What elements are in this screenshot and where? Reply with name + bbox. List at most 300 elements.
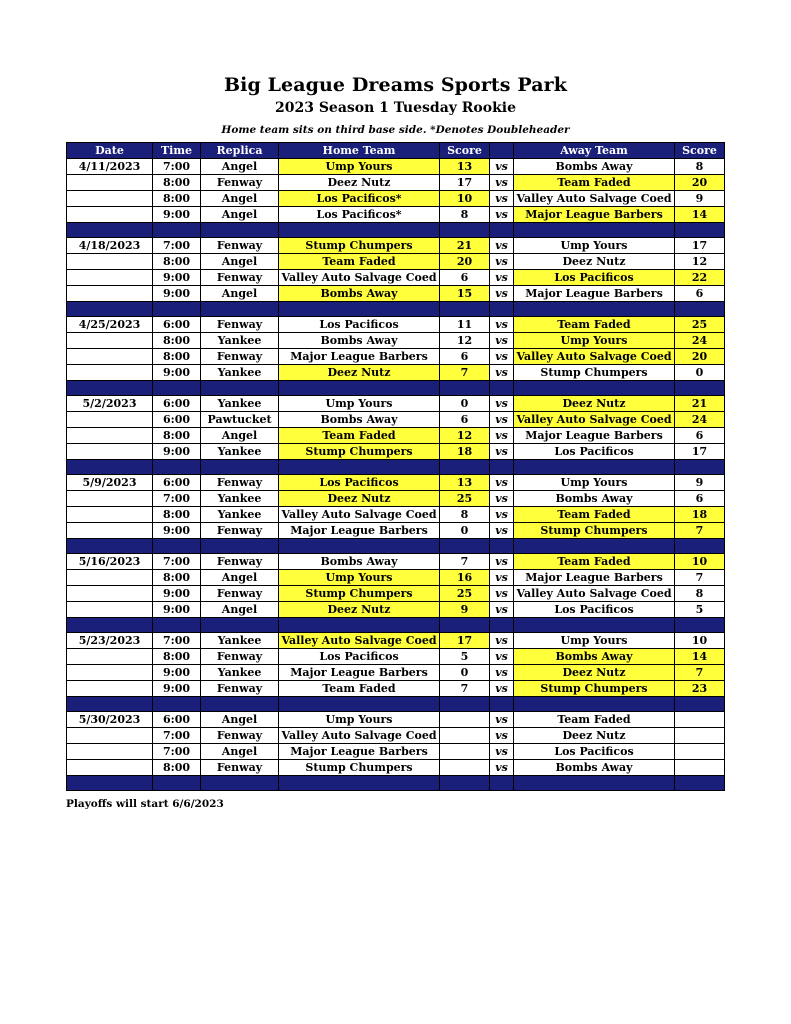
- replica-cell: Fenway: [201, 728, 279, 744]
- vs-label: vs: [490, 238, 514, 254]
- away-score-cell: 17: [675, 238, 725, 254]
- away-score-cell: 0: [675, 365, 725, 381]
- away-score-cell: 25: [675, 317, 725, 333]
- date-cell: [67, 191, 153, 207]
- home-team-cell: Bombs Away: [279, 554, 440, 570]
- date-cell: 5/2/2023: [67, 396, 153, 412]
- week-separator: [67, 460, 725, 475]
- vs-label: vs: [490, 191, 514, 207]
- time-cell: 6:00: [153, 396, 201, 412]
- game-row: [67, 333, 725, 349]
- away-score-cell: [675, 744, 725, 760]
- game-row: [67, 602, 725, 618]
- game-row: [67, 238, 725, 254]
- home-score-cell: 17: [440, 633, 490, 649]
- home-score-cell: 0: [440, 523, 490, 539]
- away-team-cell: Major League Barbers: [514, 207, 675, 223]
- time-cell: 9:00: [153, 207, 201, 223]
- date-cell: [67, 286, 153, 302]
- home-score-cell: 0: [440, 665, 490, 681]
- replica-cell: Fenway: [201, 175, 279, 191]
- vs-label: vs: [490, 270, 514, 286]
- game-row: [67, 159, 725, 175]
- away-score-cell: 7: [675, 523, 725, 539]
- replica-cell: Angel: [201, 602, 279, 618]
- vs-label: vs: [490, 333, 514, 349]
- time-cell: 9:00: [153, 602, 201, 618]
- game-row: [67, 254, 725, 270]
- away-score-cell: 21: [675, 396, 725, 412]
- home-team-cell: Valley Auto Salvage Coed: [279, 270, 440, 286]
- away-team-cell: Ump Yours: [514, 333, 675, 349]
- away-team-cell: Ump Yours: [514, 238, 675, 254]
- home-score-cell: 20: [440, 254, 490, 270]
- vs-label: vs: [490, 175, 514, 191]
- time-cell: 9:00: [153, 586, 201, 602]
- replica-cell: Yankee: [201, 665, 279, 681]
- time-cell: 6:00: [153, 475, 201, 491]
- time-cell: 9:00: [153, 365, 201, 381]
- vs-label: vs: [490, 570, 514, 586]
- replica-cell: Fenway: [201, 523, 279, 539]
- col-date: Date: [67, 143, 153, 159]
- away-team-cell: Deez Nutz: [514, 728, 675, 744]
- col-vs: [490, 143, 514, 159]
- date-cell: [67, 760, 153, 776]
- vs-label: vs: [490, 317, 514, 333]
- replica-cell: Yankee: [201, 491, 279, 507]
- time-cell: 9:00: [153, 444, 201, 460]
- home-team-cell: Stump Chumpers: [279, 444, 440, 460]
- vs-label: vs: [490, 412, 514, 428]
- date-cell: 5/30/2023: [67, 712, 153, 728]
- vs-label: vs: [490, 554, 514, 570]
- date-cell: [67, 728, 153, 744]
- time-cell: 7:00: [153, 633, 201, 649]
- home-team-cell: Team Faded: [279, 428, 440, 444]
- vs-label: vs: [490, 728, 514, 744]
- date-cell: 5/9/2023: [67, 475, 153, 491]
- vs-label: vs: [490, 396, 514, 412]
- away-score-cell: 22: [675, 270, 725, 286]
- away-team-cell: Stump Chumpers: [514, 523, 675, 539]
- time-cell: 8:00: [153, 333, 201, 349]
- time-cell: 7:00: [153, 491, 201, 507]
- home-score-cell: 17: [440, 175, 490, 191]
- home-team-cell: Bombs Away: [279, 333, 440, 349]
- vs-label: vs: [490, 507, 514, 523]
- home-score-cell: [440, 712, 490, 728]
- date-cell: [67, 412, 153, 428]
- replica-cell: Fenway: [201, 649, 279, 665]
- replica-cell: Fenway: [201, 238, 279, 254]
- vs-label: vs: [490, 744, 514, 760]
- replica-cell: Angel: [201, 191, 279, 207]
- away-score-cell: 23: [675, 681, 725, 697]
- game-row: [67, 523, 725, 539]
- time-cell: 7:00: [153, 744, 201, 760]
- schedule-table: [66, 142, 725, 791]
- header-row: [67, 143, 725, 159]
- time-cell: 9:00: [153, 270, 201, 286]
- replica-cell: Yankee: [201, 333, 279, 349]
- date-cell: 5/23/2023: [67, 633, 153, 649]
- home-team-cell: Ump Yours: [279, 570, 440, 586]
- away-team-cell: Stump Chumpers: [514, 681, 675, 697]
- game-row: [67, 728, 725, 744]
- home-team-cell: Valley Auto Salvage Coed: [279, 633, 440, 649]
- week-separator: [67, 776, 725, 791]
- away-team-cell: Major League Barbers: [514, 570, 675, 586]
- replica-cell: Fenway: [201, 760, 279, 776]
- vs-label: vs: [490, 681, 514, 697]
- away-team-cell: Bombs Away: [514, 649, 675, 665]
- game-row: [67, 665, 725, 681]
- week-separator: [67, 223, 725, 238]
- vs-label: vs: [490, 286, 514, 302]
- away-score-cell: 17: [675, 444, 725, 460]
- week-separator: [67, 539, 725, 554]
- col-home-team: Home Team: [279, 143, 440, 159]
- away-team-cell: Los Pacificos: [514, 602, 675, 618]
- game-row: [67, 286, 725, 302]
- away-score-cell: 6: [675, 491, 725, 507]
- home-score-cell: 10: [440, 191, 490, 207]
- week-separator: [67, 618, 725, 633]
- home-team-cell: Los Pacificos: [279, 649, 440, 665]
- away-team-cell: Bombs Away: [514, 491, 675, 507]
- replica-cell: Yankee: [201, 396, 279, 412]
- time-cell: 8:00: [153, 175, 201, 191]
- date-cell: 4/25/2023: [67, 317, 153, 333]
- game-row: [67, 570, 725, 586]
- week-separator: [67, 381, 725, 396]
- game-row: [67, 428, 725, 444]
- game-row: [67, 760, 725, 776]
- away-team-cell: Major League Barbers: [514, 428, 675, 444]
- date-cell: [67, 365, 153, 381]
- date-cell: [67, 523, 153, 539]
- time-cell: 8:00: [153, 349, 201, 365]
- away-team-cell: Ump Yours: [514, 633, 675, 649]
- replica-cell: Pawtucket: [201, 412, 279, 428]
- date-cell: [67, 333, 153, 349]
- away-score-cell: 20: [675, 175, 725, 191]
- home-score-cell: [440, 744, 490, 760]
- time-cell: 8:00: [153, 191, 201, 207]
- home-team-cell: Team Faded: [279, 254, 440, 270]
- away-team-cell: Valley Auto Salvage Coed: [514, 586, 675, 602]
- date-cell: [67, 665, 153, 681]
- vs-label: vs: [490, 475, 514, 491]
- home-team-cell: Los Pacificos: [279, 475, 440, 491]
- home-team-cell: Bombs Away: [279, 412, 440, 428]
- replica-cell: Fenway: [201, 586, 279, 602]
- date-cell: [67, 270, 153, 286]
- date-cell: [67, 254, 153, 270]
- away-score-cell: 10: [675, 554, 725, 570]
- vs-label: vs: [490, 207, 514, 223]
- vs-label: vs: [490, 633, 514, 649]
- away-team-cell: Bombs Away: [514, 760, 675, 776]
- game-row: [67, 365, 725, 381]
- date-cell: [67, 175, 153, 191]
- home-score-cell: 15: [440, 286, 490, 302]
- replica-cell: Fenway: [201, 317, 279, 333]
- home-score-cell: 5: [440, 649, 490, 665]
- replica-cell: Yankee: [201, 365, 279, 381]
- replica-cell: Angel: [201, 207, 279, 223]
- away-team-cell: Deez Nutz: [514, 396, 675, 412]
- vs-label: vs: [490, 523, 514, 539]
- vs-label: vs: [490, 349, 514, 365]
- date-cell: [67, 602, 153, 618]
- game-row: [67, 349, 725, 365]
- game-row: [67, 507, 725, 523]
- date-cell: [67, 207, 153, 223]
- time-cell: 8:00: [153, 570, 201, 586]
- replica-cell: Angel: [201, 254, 279, 270]
- time-cell: 7:00: [153, 728, 201, 744]
- vs-label: vs: [490, 602, 514, 618]
- home-score-cell: 0: [440, 396, 490, 412]
- date-cell: [67, 586, 153, 602]
- date-cell: [67, 491, 153, 507]
- page-title: Big League Dreams Sports Park: [224, 74, 567, 96]
- replica-cell: Yankee: [201, 507, 279, 523]
- col-away-score: Score: [675, 143, 725, 159]
- home-team-cell: Deez Nutz: [279, 602, 440, 618]
- game-row: [67, 491, 725, 507]
- home-team-cell: Stump Chumpers: [279, 586, 440, 602]
- away-team-cell: Team Faded: [514, 175, 675, 191]
- away-team-cell: Los Pacificos: [514, 744, 675, 760]
- time-cell: 7:00: [153, 159, 201, 175]
- away-score-cell: [675, 728, 725, 744]
- week-separator: [67, 697, 725, 712]
- vs-label: vs: [490, 712, 514, 728]
- replica-cell: Angel: [201, 159, 279, 175]
- home-score-cell: 25: [440, 491, 490, 507]
- time-cell: 6:00: [153, 412, 201, 428]
- away-score-cell: 6: [675, 428, 725, 444]
- date-cell: [67, 570, 153, 586]
- home-score-cell: 16: [440, 570, 490, 586]
- vs-label: vs: [490, 159, 514, 175]
- away-score-cell: 7: [675, 665, 725, 681]
- away-team-cell: Deez Nutz: [514, 254, 675, 270]
- away-team-cell: Ump Yours: [514, 475, 675, 491]
- game-row: [67, 270, 725, 286]
- time-cell: 9:00: [153, 286, 201, 302]
- col-time: Time: [153, 143, 201, 159]
- replica-cell: Angel: [201, 286, 279, 302]
- game-row: [67, 633, 725, 649]
- game-row: [67, 444, 725, 460]
- home-score-cell: 6: [440, 412, 490, 428]
- home-team-cell: Valley Auto Salvage Coed: [279, 507, 440, 523]
- date-cell: [67, 428, 153, 444]
- time-cell: 9:00: [153, 665, 201, 681]
- date-cell: 4/11/2023: [67, 159, 153, 175]
- replica-cell: Angel: [201, 570, 279, 586]
- game-row: [67, 191, 725, 207]
- away-team-cell: Valley Auto Salvage Coed: [514, 191, 675, 207]
- away-team-cell: Stump Chumpers: [514, 365, 675, 381]
- home-score-cell: 7: [440, 681, 490, 697]
- replica-cell: Angel: [201, 428, 279, 444]
- home-team-cell: Deez Nutz: [279, 491, 440, 507]
- away-score-cell: 24: [675, 333, 725, 349]
- away-score-cell: 8: [675, 159, 725, 175]
- game-row: [67, 207, 725, 223]
- home-team-cell: Deez Nutz: [279, 175, 440, 191]
- date-cell: [67, 649, 153, 665]
- time-cell: 7:00: [153, 238, 201, 254]
- game-row: [67, 712, 725, 728]
- home-score-cell: 12: [440, 428, 490, 444]
- home-team-cell: Los Pacificos*: [279, 191, 440, 207]
- page-subtitle: 2023 Season 1 Tuesday Rookie: [274, 100, 517, 116]
- away-team-cell: Team Faded: [514, 712, 675, 728]
- date-cell: 5/16/2023: [67, 554, 153, 570]
- away-score-cell: 14: [675, 207, 725, 223]
- away-team-cell: Team Faded: [514, 554, 675, 570]
- home-team-cell: Major League Barbers: [279, 744, 440, 760]
- away-team-cell: Bombs Away: [514, 159, 675, 175]
- home-team-cell: Stump Chumpers: [279, 238, 440, 254]
- home-score-cell: 9: [440, 602, 490, 618]
- game-row: [67, 412, 725, 428]
- time-cell: 9:00: [153, 523, 201, 539]
- time-cell: 8:00: [153, 649, 201, 665]
- home-score-cell: 11: [440, 317, 490, 333]
- away-team-cell: Deez Nutz: [514, 665, 675, 681]
- game-row: [67, 681, 725, 697]
- time-cell: 9:00: [153, 681, 201, 697]
- home-score-cell: 8: [440, 507, 490, 523]
- game-row: [67, 554, 725, 570]
- vs-label: vs: [490, 665, 514, 681]
- away-team-cell: Los Pacificos: [514, 444, 675, 460]
- col-replica: Replica: [201, 143, 279, 159]
- away-score-cell: 18: [675, 507, 725, 523]
- date-cell: [67, 444, 153, 460]
- game-row: [67, 744, 725, 760]
- away-score-cell: 9: [675, 475, 725, 491]
- away-score-cell: 9: [675, 191, 725, 207]
- time-cell: 7:00: [153, 554, 201, 570]
- home-score-cell: 6: [440, 349, 490, 365]
- home-score-cell: 21: [440, 238, 490, 254]
- away-score-cell: 12: [675, 254, 725, 270]
- vs-label: vs: [490, 586, 514, 602]
- home-team-cell: Major League Barbers: [279, 523, 440, 539]
- vs-label: vs: [490, 444, 514, 460]
- away-team-cell: Valley Auto Salvage Coed: [514, 349, 675, 365]
- replica-cell: Fenway: [201, 554, 279, 570]
- time-cell: 8:00: [153, 507, 201, 523]
- replica-cell: Fenway: [201, 681, 279, 697]
- vs-label: vs: [490, 365, 514, 381]
- away-team-cell: Team Faded: [514, 317, 675, 333]
- home-team-cell: Ump Yours: [279, 396, 440, 412]
- away-score-cell: 8: [675, 586, 725, 602]
- date-cell: [67, 349, 153, 365]
- date-cell: 4/18/2023: [67, 238, 153, 254]
- home-score-cell: 7: [440, 365, 490, 381]
- away-score-cell: 24: [675, 412, 725, 428]
- home-team-cell: Stump Chumpers: [279, 760, 440, 776]
- time-cell: 6:00: [153, 317, 201, 333]
- col-home-score: Score: [440, 143, 490, 159]
- playoffs-note: Playoffs will start 6/6/2023: [66, 798, 224, 810]
- home-score-cell: 13: [440, 475, 490, 491]
- game-row: [67, 586, 725, 602]
- game-row: [67, 175, 725, 191]
- home-team-cell: Bombs Away: [279, 286, 440, 302]
- week-separator: [67, 302, 725, 317]
- col-away-team: Away Team: [514, 143, 675, 159]
- replica-cell: Fenway: [201, 349, 279, 365]
- home-team-cell: Valley Auto Salvage Coed: [279, 728, 440, 744]
- game-row: [67, 475, 725, 491]
- away-score-cell: 14: [675, 649, 725, 665]
- time-cell: 8:00: [153, 760, 201, 776]
- away-score-cell: 5: [675, 602, 725, 618]
- home-score-cell: 12: [440, 333, 490, 349]
- home-team-cell: Team Faded: [279, 681, 440, 697]
- home-team-cell: Ump Yours: [279, 712, 440, 728]
- vs-label: vs: [490, 649, 514, 665]
- date-cell: [67, 681, 153, 697]
- home-score-cell: 13: [440, 159, 490, 175]
- replica-cell: Fenway: [201, 475, 279, 491]
- home-score-cell: 25: [440, 586, 490, 602]
- home-score-cell: [440, 728, 490, 744]
- schedule-note: Home team sits on third base side. *Denotes Doubleheader: [221, 124, 570, 136]
- away-score-cell: [675, 760, 725, 776]
- away-team-cell: Team Faded: [514, 507, 675, 523]
- home-team-cell: Major League Barbers: [279, 665, 440, 681]
- away-score-cell: 7: [675, 570, 725, 586]
- replica-cell: Yankee: [201, 444, 279, 460]
- vs-label: vs: [490, 428, 514, 444]
- replica-cell: Fenway: [201, 270, 279, 286]
- home-team-cell: Los Pacificos*: [279, 207, 440, 223]
- home-score-cell: 6: [440, 270, 490, 286]
- date-cell: [67, 507, 153, 523]
- home-team-cell: Deez Nutz: [279, 365, 440, 381]
- game-row: [67, 396, 725, 412]
- away-team-cell: Los Pacificos: [514, 270, 675, 286]
- time-cell: 8:00: [153, 428, 201, 444]
- home-team-cell: Ump Yours: [279, 159, 440, 175]
- home-score-cell: 18: [440, 444, 490, 460]
- vs-label: vs: [490, 760, 514, 776]
- away-score-cell: 6: [675, 286, 725, 302]
- time-cell: 6:00: [153, 712, 201, 728]
- game-row: [67, 317, 725, 333]
- away-score-cell: [675, 712, 725, 728]
- home-team-cell: Major League Barbers: [279, 349, 440, 365]
- home-team-cell: Los Pacificos: [279, 317, 440, 333]
- replica-cell: Angel: [201, 744, 279, 760]
- vs-label: vs: [490, 491, 514, 507]
- game-row: [67, 649, 725, 665]
- replica-cell: Angel: [201, 712, 279, 728]
- away-score-cell: 10: [675, 633, 725, 649]
